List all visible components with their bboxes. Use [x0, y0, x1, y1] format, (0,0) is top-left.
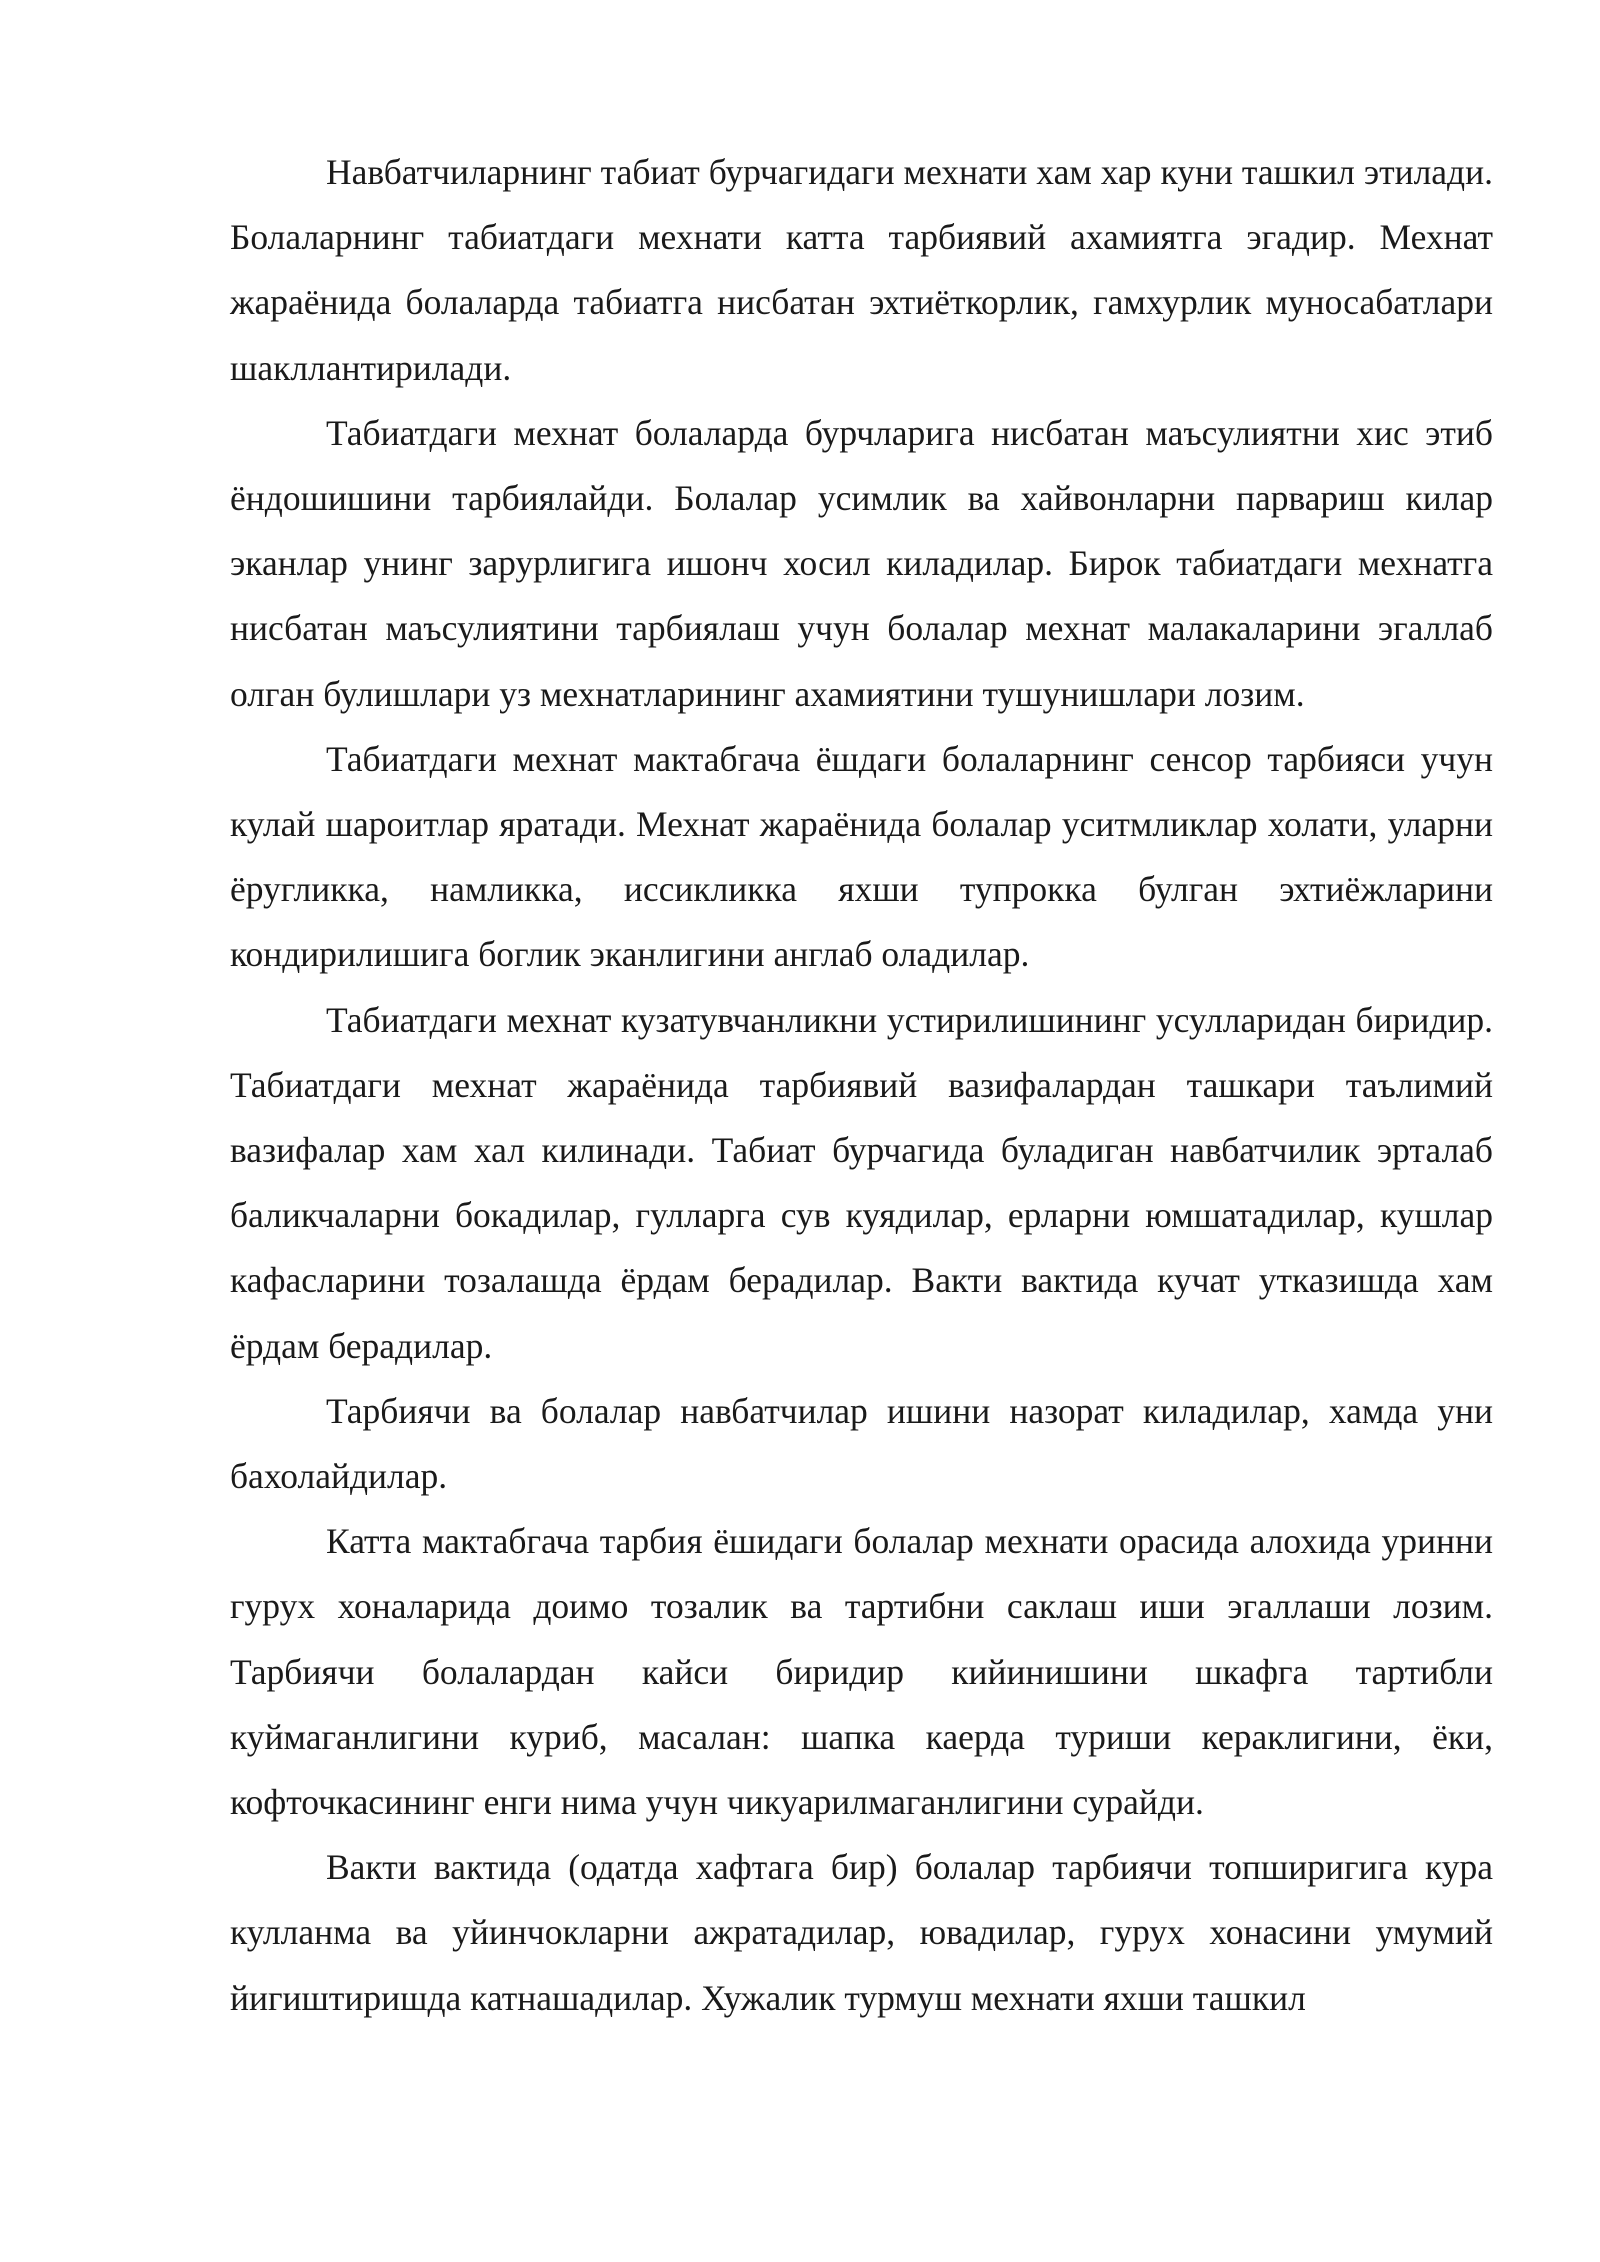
paragraph-5: Тарбиячи ва болалар навбатчилар ишини назорат киладилар, хамда уни бахолайдилар. — [230, 1390, 1493, 1497]
paragraph-6: Катта мактабгача тарбия ёшидаги болалар мехнати орасида алохида уринни гурух хоналарида доимо тозалик ва тартибни саклаш иши эгаллаши лозим. Тарбиячи болалардан кайси биридир кийинишини шкафга тартибли куймаганлигини куриб, масалан: шапка каерда туриши кераклигини, ёки, кофточкасининг енги нима учун чикуарилмаганлигини сурайди. — [230, 1521, 1493, 1823]
document-body — [230, 140, 1493, 2031]
paragraph-4: Табиатдаги мехнат кузатувчанликни устирилишининг усулларидан биридир. Табиатдаги мехнат жараёнида тарбиявий вазифалардан ташкари таълимий вазифалар хам хал килинади. Табиат бурчагида буладиган навбатчилик эрталаб баликчаларни бокадилар, гулларга сув куядилар, ерларни юмшатадилар, кушлар кафасларини тозалашда ёрдам берадилар. Вакти вактида кучат утказишда хам ёрдам берадилар. — [230, 999, 1493, 1366]
paragraph-7: Вакти вактида (одатда хафтага бир) болалар тарбиячи топширигига кура кулланма ва уйинчокларни ажратадилар, ювадилар, гурух хонасини умумий йигиштиришда катнашадилар. Хужалик турмуш мехнати яхши ташкил — [230, 1847, 1493, 2018]
paragraph-2: Табиатдаги мехнат болаларда бурчларига нисбатан маъсулиятни хис этиб ёндошишини тарбиялайди. Болалар усимлик ва хайвонларни парвариш килар эканлар унинг зарурлигига ишонч хосил киладилар. Бирок табиатдаги мехнатга нисбатан маъсулиятини тарбиялаш учун болалар мехнат малакаларини эгаллаб олган булишлари уз мехнатларининг ахамиятини тушунишлари лозим. — [230, 412, 1493, 714]
paragraph-1: Навбатчиларнинг табиат бурчагидаги мехнати хам хар куни ташкил этилади. Болаларнинг табиатдаги мехнати катта тарбиявий ахамиятга эгадир. Мехнат жараёнида болаларда табиатга нисбатан эхтиёткорлик, гамхурлик муносабатлари шакллантирилади. — [230, 152, 1493, 388]
paragraph-3: Табиатдаги мехнат мактабгача ёшдаги болаларнинг сенсор тарбияси учун кулай шароитлар яратади. Мехнат жараёнида болалар уситмликлар холати, уларни ёругликка, намликка, иссикликка яхши тупрокка булган эхтиёжларини кондирилишига боглик эканлигини англаб оладилар. — [230, 738, 1493, 975]
